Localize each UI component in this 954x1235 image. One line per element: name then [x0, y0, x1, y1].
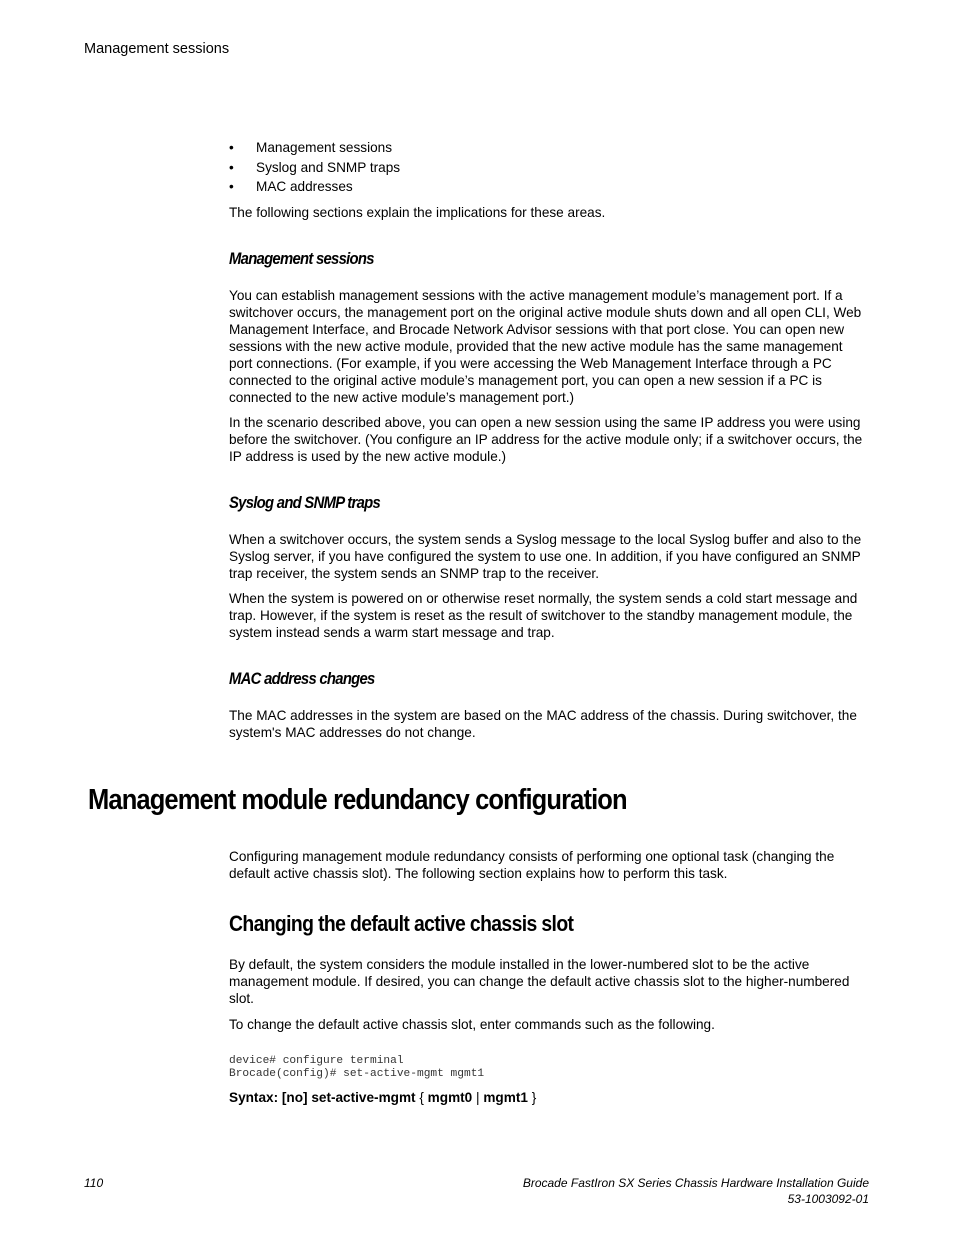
syntax-brace: {: [415, 1090, 428, 1105]
section-heading-syslog-snmp: Syslog and SNMP traps: [229, 494, 381, 512]
syntax-brace: }: [527, 1090, 537, 1105]
code-block: [229, 1055, 484, 1080]
list-item: [229, 139, 400, 159]
footer-doc-info: [523, 1176, 869, 1207]
list-item-text: Syslog and SNMP traps: [256, 159, 401, 175]
list-item-text: Management sessions: [256, 140, 393, 155]
paragraph: You can establish management sessions with the active management module’s management port. If a switchover occurs, the management port on the original active module shuts down and all open CLI, Web Management Interface, and Brocade Network Advisor sessions with that port close. You can open new sessions with the new active module, provided that the new active module has the same management port connections. (For example, if you were accessing the Web Management Interface through a PC connected to the original active module’s management port, you can open a new session if a PC is connected to the new active module’s management port.): [229, 288, 862, 405]
footer-doc-title: Brocade FastIron SX Series Chassis Hardware Installation Guide: [522, 1176, 869, 1190]
syntax-option: mgmt0: [427, 1090, 473, 1105]
subsection-heading: Changing the default active chassis slot: [229, 911, 574, 936]
paragraph: Configuring management module redundancy consists of performing one optional task (changing the default active chassis slot). The following section explains how to perform this task.: [229, 849, 835, 881]
code-line: Brocade(config)# set-active-mgmt mgmt1: [229, 1067, 485, 1080]
paragraph: By default, the system considers the module installed in the lower-numbered slot to be the active management module. If desired, you can change the default active chassis slot to the higher-numbered slot.: [229, 957, 850, 1006]
code-line: device# configure terminal: [229, 1055, 404, 1067]
syntax-line: [229, 1090, 536, 1105]
bullet-icon: •: [229, 159, 234, 175]
list-item: [229, 178, 400, 198]
footer-doc-number: 53-1003092-01: [787, 1191, 869, 1206]
paragraph: The MAC addresses in the system are based on the MAC address of the chassis. During switchover, the system's MAC addresses do not change.: [229, 708, 857, 740]
bullet-icon: •: [229, 179, 234, 194]
page-number: 110: [84, 1176, 104, 1190]
syntax-option: mgmt1: [483, 1090, 528, 1105]
syntax-separator: |: [472, 1090, 484, 1105]
page-title: Management module redundancy configuration: [88, 784, 627, 816]
intro-bullet-list: [229, 139, 400, 198]
list-item-text: MAC addresses: [256, 179, 353, 194]
paragraph: In the scenario described above, you can open a new session using the same IP address you were using before the switchover. (You configure an IP address for the active module only; if a switchover occurs, the IP address is used by the new active module.): [229, 415, 863, 464]
intro-paragraph: The following sections explain the implications for these areas.: [229, 205, 606, 220]
section-heading-mac-changes: MAC address changes: [229, 670, 375, 688]
bullet-icon: •: [229, 140, 234, 155]
syntax-label: Syntax: [no] set-active-mgmt: [229, 1090, 416, 1105]
paragraph: To change the default active chassis slot, enter commands such as the following.: [229, 1017, 715, 1032]
running-header: Management sessions: [84, 41, 230, 57]
list-item: [229, 159, 400, 179]
section-heading-management-sessions: Management sessions: [229, 250, 374, 268]
paragraph: When the system is powered on or otherwise reset normally, the system sends a cold start message and trap. However, if the system is reset as the result of switchover to the standby management module, the system instead sends a warm start message and trap.: [229, 591, 858, 640]
paragraph: When a switchover occurs, the system sends a Syslog message to the local Syslog buffer and also to the Syslog server, if you have configured the system to use one. In addition, if you have configured an SNMP trap receiver, the system sends an SNMP trap to the receiver.: [229, 532, 862, 581]
